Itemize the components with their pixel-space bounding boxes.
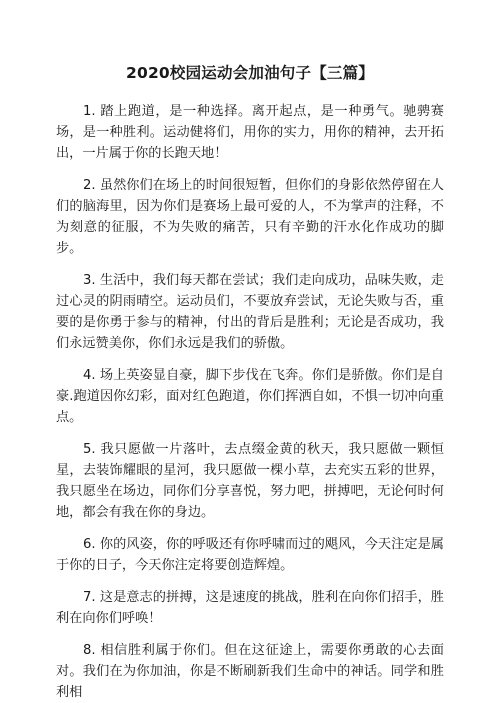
paragraph-8: 8. 相信胜利属于你们。但在这征途上，需要你勇敢的心去面对。我们在为你加油，你是不断刷新我们生命中的神话。同学和胜利相: [56, 643, 444, 700]
paragraph-7: 7. 这是意志的拼搏，这是速度的挑战，胜利在向你们招手，胜利在向你们呼唤！: [56, 590, 444, 626]
paragraph-1: 1. 踏上跑道，是一种选择。离开起点，是一种勇气。驰骋赛场，是一种胜利。运动健将们，用你的实力，用你的精神，去开拓出，一片属于你的长跑天地！: [56, 104, 444, 161]
paragraph-6: 6. 你的风姿，你的呼吸还有你呼啸而过的飓风，今天注定是属于你的日子，今天你注定将要创造辉煌。: [56, 537, 444, 573]
paragraph-4: 4. 场上英姿显自豪，脚下步伐在飞奔。你们是骄傲。你们是自豪.跑道因你幻彩，面对红色跑道，你们挥洒自如，不惧一切冲向重点。: [56, 368, 444, 425]
paragraph-2: 2. 虽然你们在场上的时间很短暂，但你们的身影依然停留在人们的脑海里，因为你们是赛场上最可爱的人，不为掌声的注释，不为刻意的征服，不为失败的痛苦，只有辛勤的汗水化作成功的脚步。: [56, 178, 444, 256]
paragraph-3: 3. 生活中，我们每天都在尝试；我们走向成功，品味失败，走过心灵的阴雨晴空。运动员们，不要放弃尝试，无论失败与否，重要的是你勇于参与的精神，付出的背后是胜利；无论是否成功，我们永远赞美你，你们永远是我们的骄傲。: [56, 273, 444, 351]
document-title: 2020校园运动会加油句子【三篇】: [125, 64, 375, 82]
paragraph-5: 5. 我只愿做一片落叶，去点缀金黄的秋天，我只愿做一颗恒星，去装饰耀眼的星河，我只愿做一棵小草，去充实五彩的世界，我只愿坐在场边，同你们分享喜悦，努力吧，拼搏吧，无论何时何地，都会有我在你的身边。: [56, 442, 444, 520]
